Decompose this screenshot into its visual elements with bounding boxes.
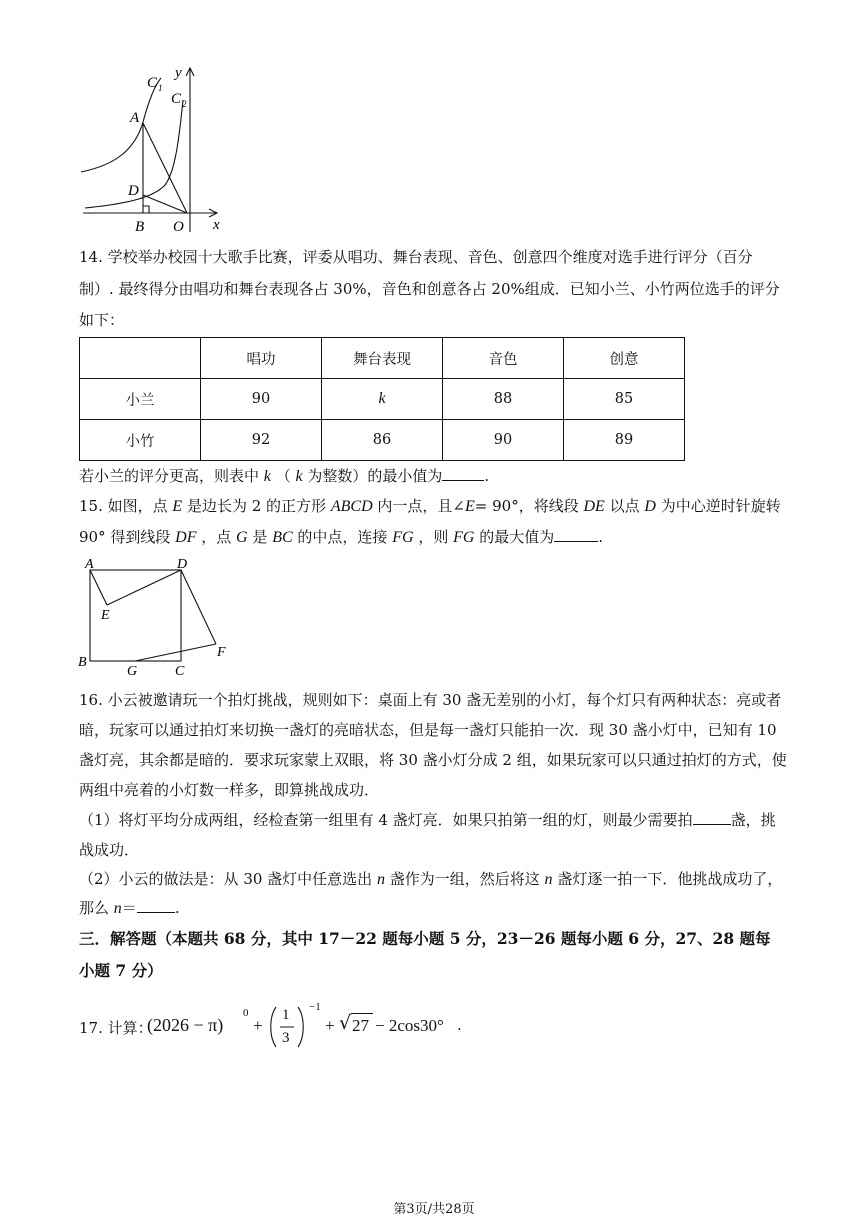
q14-ask-k1: k <box>263 468 271 485</box>
segment-fg <box>135 644 216 661</box>
table-row <box>80 420 685 461</box>
q15-text: 内一点，且∠ <box>377 497 465 515</box>
label-c1: C <box>147 75 158 91</box>
q16-var: n <box>376 871 385 888</box>
segment-ao <box>143 123 187 213</box>
table-cell: k <box>322 379 443 420</box>
label-d: D <box>177 557 188 572</box>
table-cell: 小竹 <box>80 420 201 461</box>
table-header-cell: 舞台表现 <box>322 338 443 379</box>
table-header-cell: 创意 <box>564 338 685 379</box>
segment-do <box>143 195 187 213</box>
q17-sqrt-arg: 27 <box>352 1016 369 1035</box>
q15-var: FG <box>453 529 475 546</box>
q16-text: 盏灯逐一拍一下．他挑战成功了， <box>557 870 783 888</box>
q16-line2: 暗，玩家可以通过拍灯来切换一盏灯的亮暗状态，但是每一盏灯只能拍一次．现 30 盏小灯中，已知有 10 <box>79 721 777 739</box>
q16-part1 <box>79 810 776 830</box>
q16-text: （1）将灯平均分成两组，经检查第一组里有 4 盏灯亮．如果只拍第一组的灯，则最少需要拍 <box>79 811 693 829</box>
q15-var: ABCD <box>330 498 373 515</box>
q16-line1: 16. 小云被邀请玩一个拍灯挑战，规则如下：桌面上有 30 盏无差别的小灯，每个灯只有两种状态：亮或者 <box>79 691 782 709</box>
q17-frac-num: 1 <box>282 1007 290 1023</box>
answer-blank[interactable] <box>442 466 484 481</box>
table-header-row <box>80 338 685 379</box>
q16-part2 <box>79 869 782 890</box>
label-d: D <box>128 183 139 199</box>
q17-exp0: 0 <box>243 1007 249 1019</box>
q16-var: n <box>544 871 553 888</box>
answer-blank[interactable] <box>554 527 598 542</box>
q16-text: （2）小云的做法是：从 30 盏灯中任意选出 <box>79 870 373 888</box>
q15-text: 以点 <box>609 497 640 515</box>
label-b: B <box>78 655 87 670</box>
table-header-cell <box>80 338 201 379</box>
q15-text: 为中心逆时针旋转 <box>660 497 781 515</box>
q15-line2 <box>79 527 603 548</box>
q16-part1-cont: 战成功． <box>79 841 140 859</box>
figure-square <box>75 553 235 678</box>
segment-ae <box>90 570 107 605</box>
q14-ask-c: 为整数）的最小值为 <box>307 467 443 485</box>
q16-line4: 两组中亮着的小灯数一样多，即算挑战成功． <box>79 781 380 799</box>
q16-text: 那么 <box>79 899 110 917</box>
q15-text: . <box>598 528 604 546</box>
q15-var: D <box>644 498 656 515</box>
table-cell: 90 <box>201 379 322 420</box>
q16-text: ＝ <box>121 899 137 917</box>
page-footer: 第3页/共28页 <box>393 1202 475 1217</box>
segment-df <box>181 570 216 644</box>
q14-ask-k2: k <box>295 468 303 485</box>
q15-var: DF <box>175 529 197 546</box>
q15-text: 的中点，连接 <box>297 528 388 546</box>
segment-de <box>107 570 181 605</box>
table-cell: 86 <box>322 420 443 461</box>
q17-expr-a: (2026 − π) <box>147 1015 224 1035</box>
score-table <box>79 337 685 461</box>
table-cell: 88 <box>443 379 564 420</box>
q14-ask-end: . <box>484 467 490 485</box>
right-angle-mark <box>143 206 149 213</box>
q14-line2: 制）. 最终得分由唱功和舞台表现各占 30%，音色和创意各占 20%组成．已知小兰、小竹两位选手的评分 <box>79 280 780 298</box>
label-a: A <box>85 557 94 572</box>
q17-plus1: + <box>253 1016 263 1035</box>
q15-text: ，点 <box>201 528 232 546</box>
label-c: C <box>175 664 185 678</box>
q15-var: FG <box>392 529 414 546</box>
section-heading-line2: 小题 7 分） <box>79 961 163 980</box>
q15-text: 15. 如图，点 <box>79 497 168 515</box>
table-header-cell: 音色 <box>443 338 564 379</box>
q16-text: 盏，挑 <box>730 811 776 829</box>
q15-var: E <box>464 498 475 515</box>
table-cell: 92 <box>201 420 322 461</box>
q17-end: . <box>457 1016 462 1034</box>
answer-blank[interactable] <box>137 898 175 913</box>
q15-line1 <box>79 496 781 517</box>
q15-var: DE <box>583 498 605 515</box>
q16-line3: 盏灯亮，其余都是暗的．要求玩家蒙上双眼，将 30 盏小灯分成 2 组，如果玩家可以只通过拍灯的方式，使 <box>79 751 787 769</box>
label-a: A <box>130 110 140 126</box>
q15-text: 的最大值为 <box>479 528 555 546</box>
q14-ask-a: 若小兰的评分更高，则表中 <box>79 467 260 485</box>
q14-line1: 14. 学校举办校园十大歌手比赛，评委从唱功、舞台表现、音色、创意四个维度对选手进行评分（百分 <box>79 248 753 266</box>
q15-text: = 90°，将线段 <box>474 497 579 515</box>
q17-sqrt-bar <box>351 1013 373 1014</box>
q15-text: 90° 得到线段 <box>79 528 171 546</box>
answer-blank[interactable] <box>693 810 731 825</box>
q17-sqrt-sign: √ <box>339 1012 352 1034</box>
q14-ask-b: （ <box>275 467 291 485</box>
q14-line3: 如下： <box>79 311 125 329</box>
section-heading-line1: 三．解答题（本题共 68 分，其中 17－22 题每小题 5 分，23－26 题每小题 6 分，27、28 题每 <box>79 929 771 948</box>
q15-var: E <box>172 498 183 515</box>
q17-plus2: + <box>325 1016 335 1035</box>
label-c2: C <box>171 91 182 107</box>
table-header-cell: 唱功 <box>201 338 322 379</box>
q15-text: 是边长为 2 的正方形 <box>186 497 327 515</box>
q16-text: 盏作为一组，然后将这 <box>389 870 540 888</box>
q15-var: G <box>236 529 248 546</box>
q15-text: ，则 <box>418 528 449 546</box>
figure-curves <box>75 60 235 240</box>
label-o: O <box>173 219 184 235</box>
label-y: y <box>175 65 182 81</box>
q17-label: 17. 计算： <box>79 1019 153 1037</box>
label-g: G <box>127 664 138 678</box>
table-cell: 小兰 <box>80 379 201 420</box>
label-c1-sub: 1 <box>158 83 163 93</box>
q14-ask <box>79 466 489 487</box>
label-b: B <box>135 219 145 235</box>
label-x: x <box>213 217 220 233</box>
q16-text: . <box>174 899 180 917</box>
q15-var: BC <box>272 529 293 546</box>
q15-text: 是 <box>252 528 268 546</box>
q16-part2-cont <box>79 898 180 919</box>
table-cell: 85 <box>564 379 685 420</box>
table-row <box>80 379 685 420</box>
table-cell: 89 <box>564 420 685 461</box>
q17-frac-den: 3 <box>282 1030 290 1046</box>
label-c2-sub: 2 <box>182 99 187 109</box>
q16-var: n <box>113 900 122 917</box>
label-e: E <box>101 608 110 623</box>
label-f: F <box>217 645 226 660</box>
table-cell: 90 <box>443 420 564 461</box>
curve-c1 <box>81 78 161 172</box>
q17-tail: − 2cos30° <box>375 1016 444 1035</box>
q17-exp-m1: −1 <box>309 1001 321 1013</box>
